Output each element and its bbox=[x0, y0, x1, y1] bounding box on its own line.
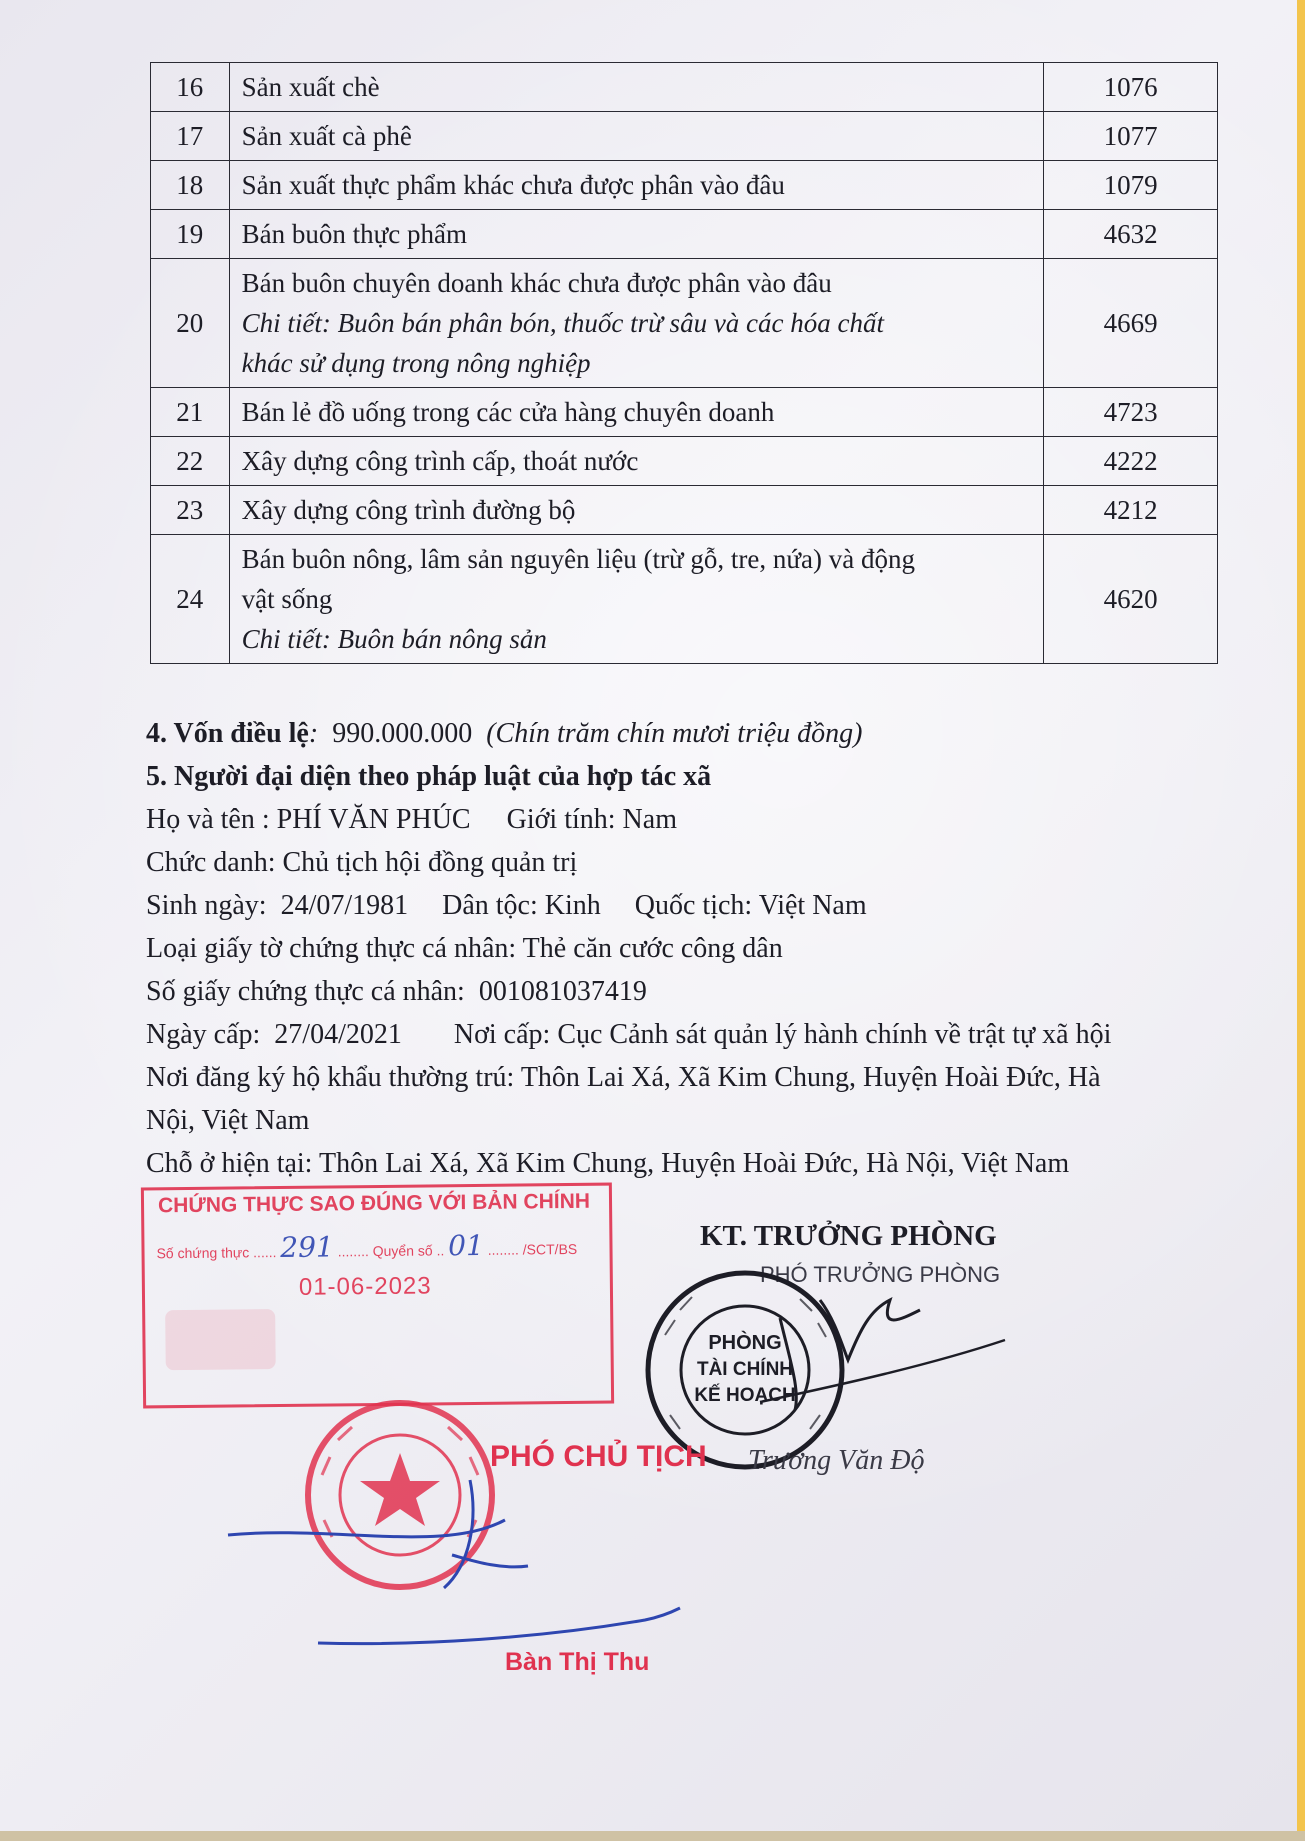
capital-line: 4. Vốn điều lệ: 990.000.000 (Chín trăm chín mươi triệu đồng) bbox=[146, 718, 863, 749]
capital-words: (Chín trăm chín mươi triệu đồng) bbox=[486, 718, 863, 749]
activity-code: 1076 bbox=[1044, 63, 1218, 112]
activity-line: Bán buôn chuyên doanh khác chưa được phân vào đâu bbox=[241, 268, 832, 298]
activity-line: Sản xuất chè bbox=[241, 72, 380, 102]
permanent-address-line2: Nội, Việt Nam bbox=[146, 1105, 310, 1136]
paper-edge-bottom bbox=[0, 1831, 1305, 1841]
paper-edge-right bbox=[1297, 0, 1305, 1841]
name-line: Họ và tên : PHÍ VĂN PHÚC Giới tính: Nam bbox=[146, 804, 677, 835]
seal-line1: PHÒNG bbox=[708, 1332, 782, 1354]
activity-line: Sản xuất thực phẩm khác chưa được phân vào đâu bbox=[241, 170, 785, 200]
signer-left-name: Bàn Thị Thu bbox=[505, 1648, 650, 1676]
activity-line: vật sống bbox=[241, 584, 333, 614]
book-number: 01 bbox=[447, 1228, 484, 1263]
activity-number: 19 bbox=[151, 210, 230, 259]
seal-line2: TÀI CHÍNH bbox=[696, 1359, 794, 1380]
cert-date: 01-06-2023 bbox=[298, 1272, 432, 1301]
activity-line: Bán lẻ đồ uống trong các cửa hàng chuyên doanh bbox=[241, 397, 775, 427]
activity-number: 24 bbox=[151, 535, 230, 664]
doc-no-line: Số giấy chứng thực cá nhân: 001081037419 bbox=[146, 976, 647, 1007]
capital-amount: 990.000.000 bbox=[332, 718, 473, 749]
dob-line: Sinh ngày: 24/07/1981 Dân tộc: Kinh Quốc tịch: Việt Nam bbox=[146, 890, 867, 921]
activity-number: 16 bbox=[151, 63, 230, 112]
activity-code: 1079 bbox=[1044, 161, 1218, 210]
seal-line3: KẾ HOẠCH bbox=[694, 1385, 796, 1406]
cert-number-row: Số chứng thực ...... 291 ........ Quyển số .. 01 ........ /SCT/BS bbox=[156, 1228, 578, 1265]
activity-number: 21 bbox=[151, 388, 230, 437]
activity-code: 4620 bbox=[1044, 535, 1218, 664]
activity-number: 23 bbox=[151, 486, 230, 535]
issue-line: Ngày cấp: 27/04/2021 Nơi cấp: Cục Cảnh sát quản lý hành chính về trật tự xã hội bbox=[146, 1019, 1112, 1050]
activity-number: 18 bbox=[151, 161, 230, 210]
activity-detail: Chi tiết: Buôn bán nông sản bbox=[241, 624, 547, 654]
cert-title: CHỨNG THỰC SAO ĐÚNG VỚI BẢN CHÍNH bbox=[157, 1189, 591, 1218]
activity-number: 17 bbox=[151, 112, 230, 161]
truong-phong-title: KT. TRƯỞNG PHÒNG bbox=[700, 1220, 997, 1252]
activity-detail: Chi tiết: Buôn bán phân bón, thuốc trừ sâu và các hóa chất bbox=[241, 308, 885, 338]
activity-code: 4632 bbox=[1044, 210, 1218, 259]
signature-left-stroke1 bbox=[228, 1520, 505, 1537]
permanent-address-line1: Nơi đăng ký hộ khẩu thường trú: Thôn Lai Xá, Xã Kim Chung, Huyện Hoài Đức, Hà bbox=[146, 1062, 1101, 1093]
activity-line: Xây dựng công trình đường bộ bbox=[241, 495, 576, 525]
pho-chu-tich-title: PHÓ CHỦ TỊCH bbox=[490, 1440, 707, 1473]
activity-line: Xây dựng công trình cấp, thoát nước bbox=[241, 446, 639, 476]
rep-name: PHÍ VĂN PHÚC bbox=[276, 804, 471, 835]
cert-number: 291 bbox=[280, 1230, 334, 1265]
capital-label: 4. Vốn điều lệ bbox=[146, 718, 309, 749]
activity-detail: khác sử dụng trong nông nghiệp bbox=[241, 348, 591, 378]
activity-line: Bán buôn thực phẩm bbox=[241, 219, 467, 249]
activity-code: 4222 bbox=[1044, 437, 1218, 486]
signer-right-name: Trương Văn Độ bbox=[748, 1445, 925, 1476]
activity-line: Bán buôn nông, lâm sản nguyên liệu (trừ gỗ, tre, nứa) và động bbox=[241, 544, 915, 574]
activity-number: 22 bbox=[151, 437, 230, 486]
activity-code: 4669 bbox=[1044, 259, 1218, 388]
current-address-line: Chỗ ở hiện tại: Thôn Lai Xá, Xã Kim Chung, Huyện Hoài Đức, Hà Nội, Việt Nam bbox=[146, 1148, 1070, 1179]
activity-number: 20 bbox=[151, 259, 230, 388]
activity-code: 4723 bbox=[1044, 388, 1218, 437]
activity-code: 4212 bbox=[1044, 486, 1218, 535]
representative-heading: 5. Người đại diện theo pháp luật của hợp tác xã bbox=[146, 761, 712, 792]
title-line: Chức danh: Chủ tịch hội đồng quản trị bbox=[146, 847, 578, 878]
activity-line: Sản xuất cà phê bbox=[241, 121, 412, 151]
doc-type-line: Loại giấy tờ chứng thực cá nhân: Thẻ căn cước công dân bbox=[146, 933, 783, 964]
pho-truong-phong-title: PHÓ TRƯỞNG PHÒNG bbox=[760, 1262, 1001, 1287]
signature-left-stroke3 bbox=[318, 1608, 680, 1644]
activity-code: 1077 bbox=[1044, 112, 1218, 161]
